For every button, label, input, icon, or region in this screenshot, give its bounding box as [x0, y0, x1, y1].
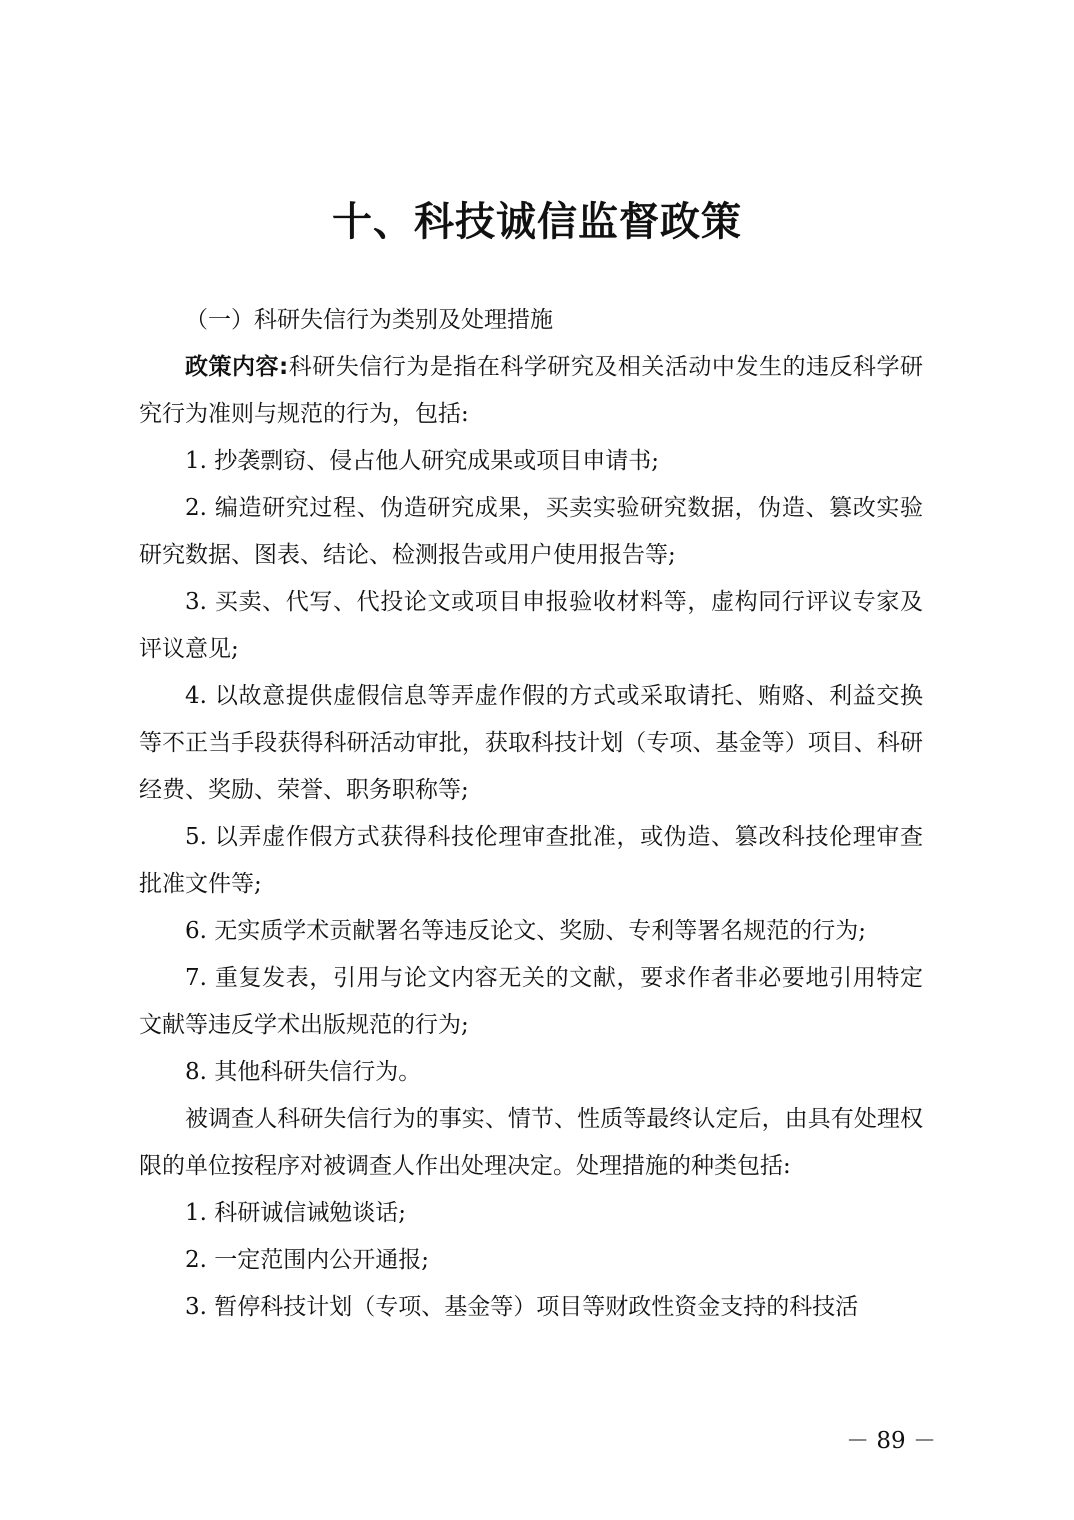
- policy-paragraph: [139, 344, 923, 438]
- page-title: 十、科技诚信监督政策: [332, 199, 742, 245]
- measure-item-3: 3. 暂停科技计划（专项、基金等）项目等财政性资金支持的科技活: [185, 1294, 859, 1320]
- behavior-item-3: 3. 买卖、代写、代投论文或项目申报验收材料等，虚构同行评议专家及评议意见;: [139, 589, 923, 662]
- behavior-item-1: 1. 抄袭剽窃、侵占他人研究成果或项目申请书;: [185, 448, 660, 474]
- document-body: [139, 297, 923, 1331]
- behavior-item-2: 2. 编造研究过程、伪造研究成果，买卖实验研究数据，伪造、篡改实验研究数据、图表、结论、检测报告或用户使用报告等;: [139, 495, 923, 568]
- handling-intro: 被调查人科研失信行为的事实、情节、性质等最终认定后，由具有处理权限的单位按程序对被调查人作出处理决定。处理措施的种类包括:: [139, 1106, 923, 1179]
- behavior-item-7: 7. 重复发表，引用与论文内容无关的文献，要求作者非必要地引用特定文献等违反学术出版规范的行为;: [139, 965, 923, 1038]
- measure-item-2: 2. 一定范围内公开通报;: [185, 1247, 430, 1273]
- page-number: － 89 －: [846, 1428, 936, 1454]
- policy-text: 科研失信行为是指在科学研究及相关活动中发生的违反科学研究行为准则与规范的行为，包括:: [139, 354, 924, 427]
- section-heading: （一）科研失信行为类别及处理措施: [185, 307, 553, 333]
- behavior-item-8: 8. 其他科研失信行为。: [185, 1059, 422, 1085]
- behavior-item-5: 5. 以弄虚作假方式获得科技伦理审查批准，或伪造、篡改科技伦理审查批准文件等;: [139, 824, 923, 897]
- policy-lead: 政策内容:: [185, 354, 289, 380]
- measure-item-1: 1. 科研诚信诫勉谈话;: [185, 1200, 407, 1226]
- behavior-item-6: 6. 无实质学术贡献署名等违反论文、奖励、专利等署名规范的行为;: [185, 918, 867, 944]
- behavior-item-4: 4. 以故意提供虚假信息等弄虚作假的方式或采取请托、贿赂、利益交换等不正当手段获得科研活动审批，获取科技计划（专项、基金等）项目、科研经费、奖励、荣誉、职务职称等;: [139, 683, 923, 803]
